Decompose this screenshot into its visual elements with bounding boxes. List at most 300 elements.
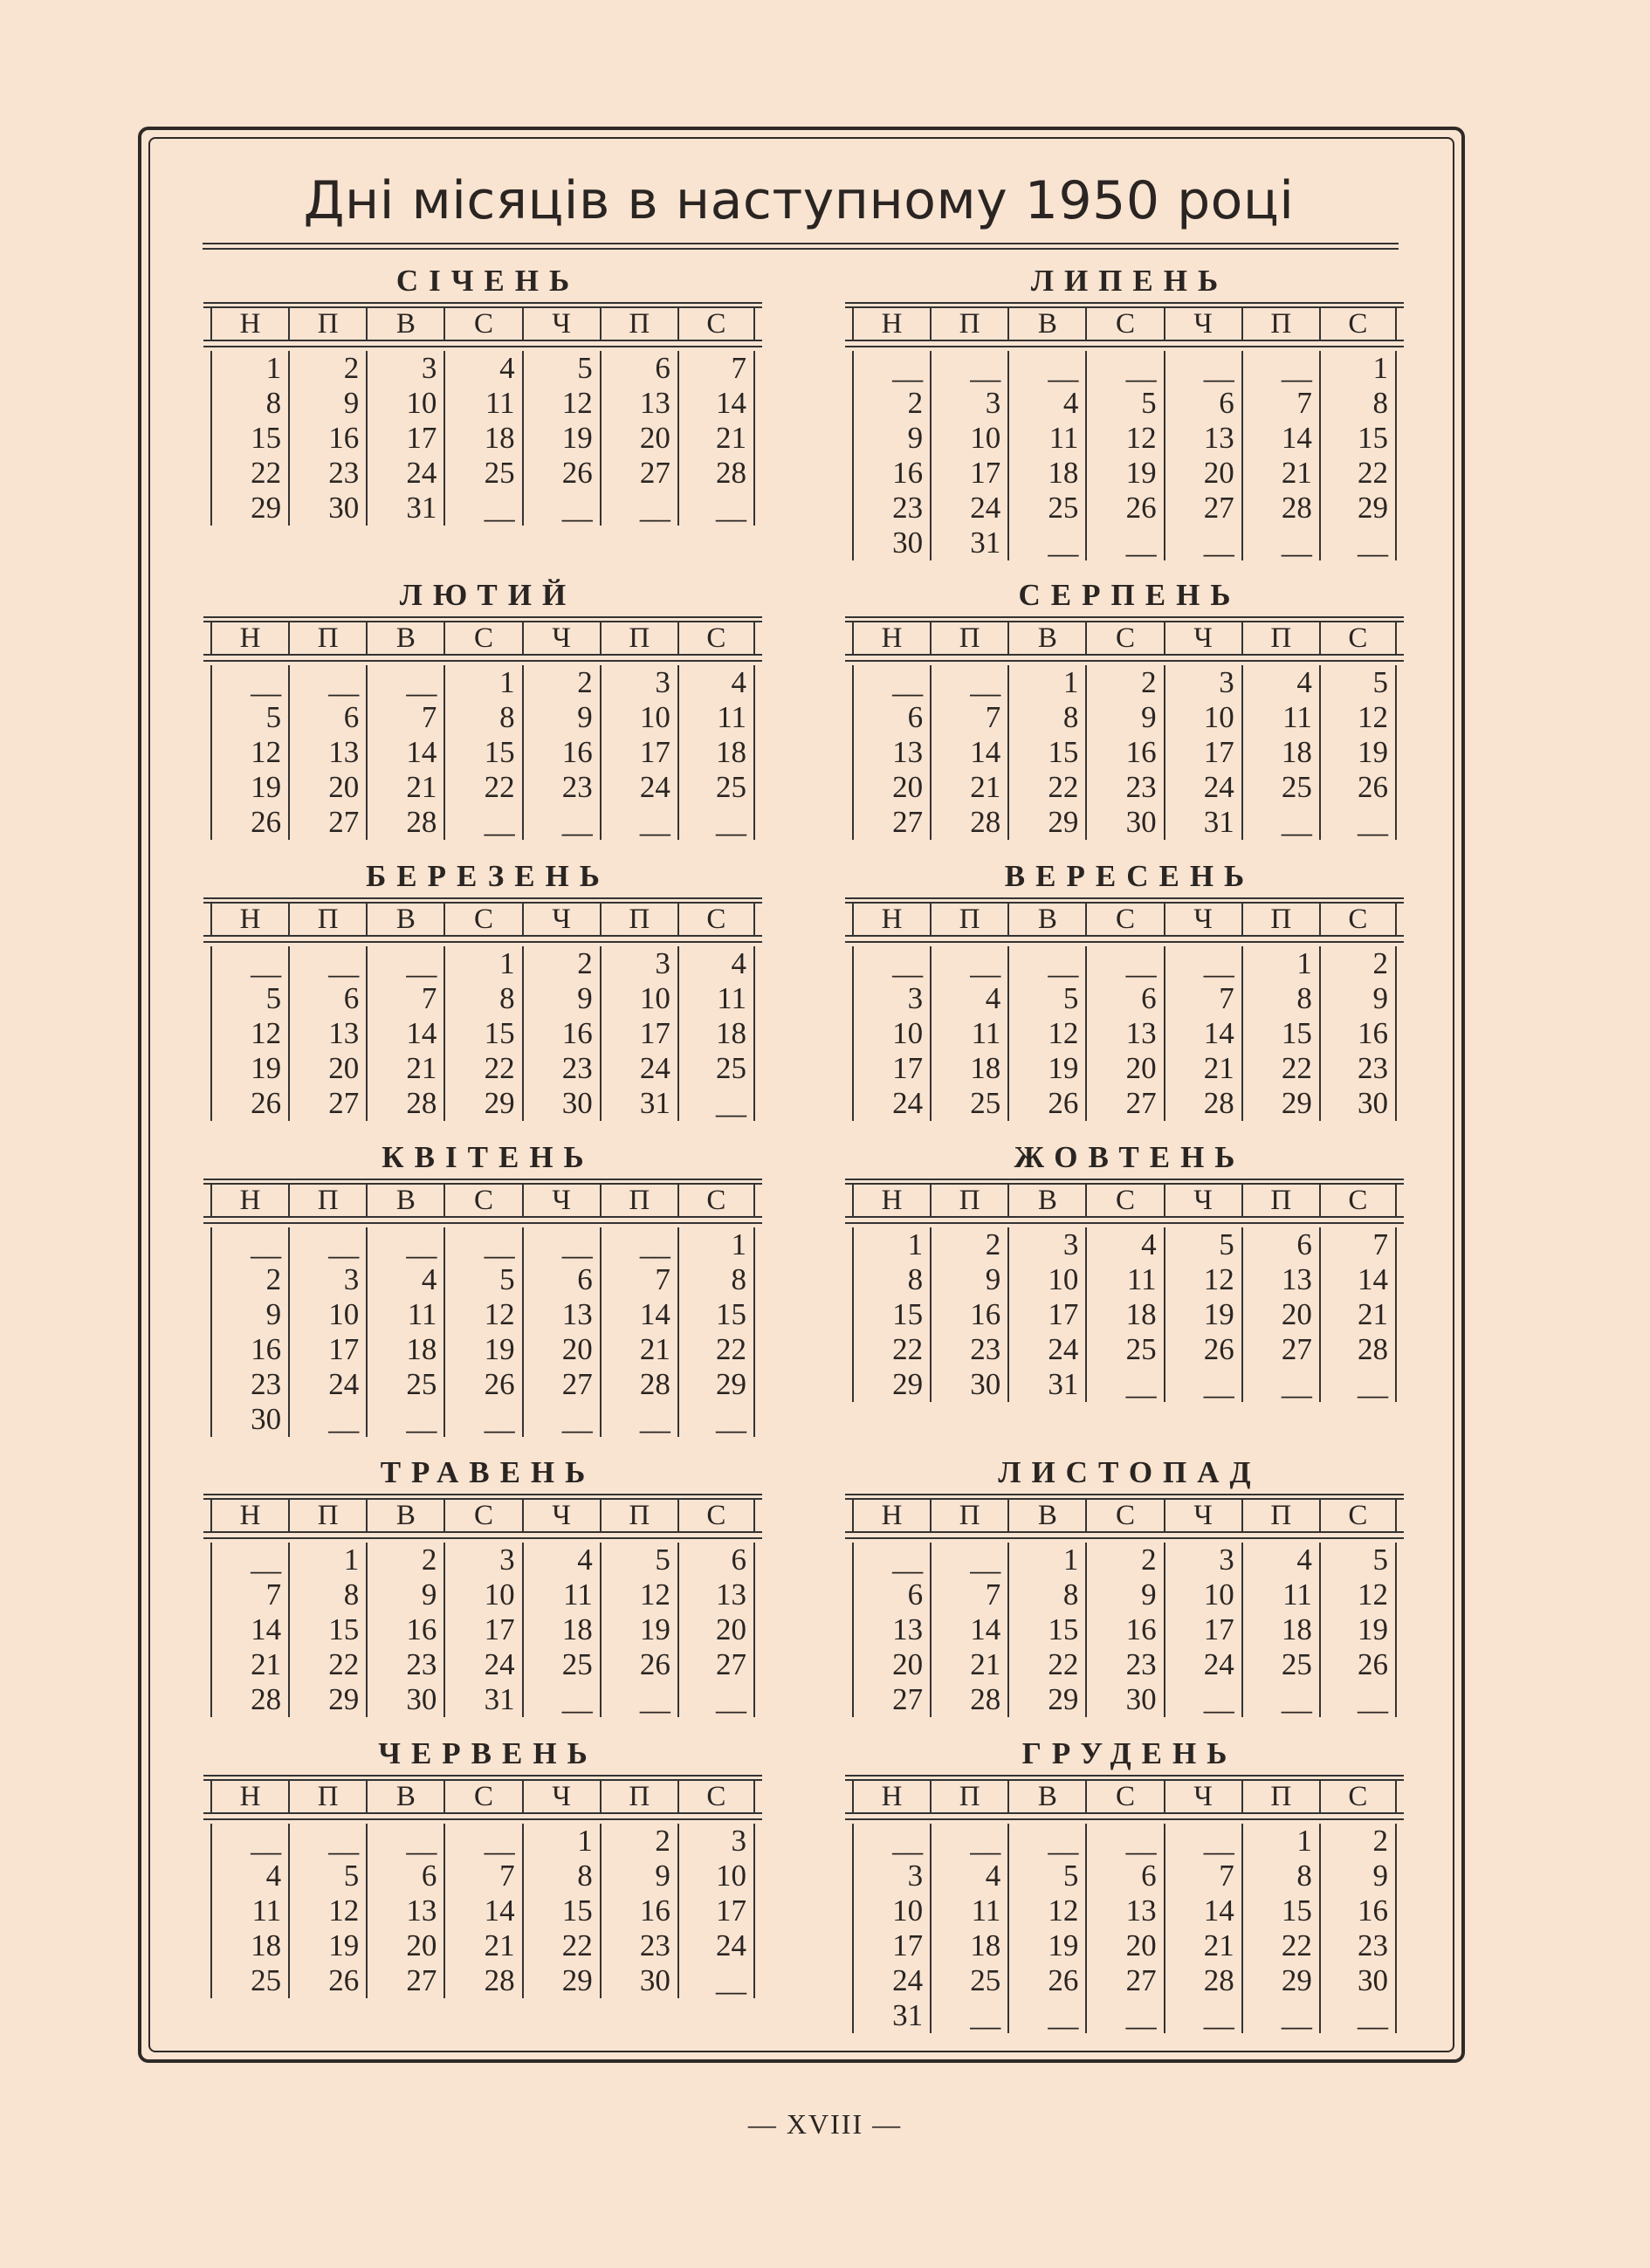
- day-cell: 11: [677, 700, 755, 735]
- day-cell: 26: [210, 805, 288, 840]
- day-cell: 5: [522, 351, 600, 386]
- day-cell: 26: [1085, 491, 1163, 526]
- day-cell: 20: [1241, 1297, 1319, 1332]
- weekday-label: П: [930, 1185, 1007, 1216]
- day-cell: 14: [1241, 421, 1319, 456]
- day-cell: 15: [677, 1297, 755, 1332]
- month-rule: [203, 302, 762, 308]
- day-cell: 31: [930, 526, 1007, 560]
- month-name: ТРАВЕНЬ: [380, 1455, 596, 1489]
- day-cell: __: [443, 1824, 521, 1859]
- day-cell: __: [1319, 805, 1397, 840]
- day-cell: 28: [1241, 491, 1319, 526]
- day-cell: 1: [677, 1227, 755, 1262]
- day-cell: 5: [1164, 1227, 1241, 1262]
- weekday-label: В: [1007, 1500, 1085, 1531]
- day-cell: 22: [443, 770, 521, 805]
- day-cell: 30: [930, 1367, 1007, 1402]
- day-cell: 30: [210, 1402, 288, 1437]
- day-cell: 17: [443, 1612, 521, 1647]
- day-cell: 1: [1241, 946, 1319, 981]
- day-cell: 18: [1241, 735, 1319, 770]
- day-cell: 13: [852, 1612, 930, 1647]
- day-cell: 4: [1241, 1543, 1319, 1577]
- day-cell: 10: [677, 1859, 755, 1893]
- day-cell: 17: [1007, 1297, 1085, 1332]
- day-cell: __: [1241, 351, 1319, 386]
- day-cell: 22: [210, 456, 288, 491]
- day-cell: 28: [677, 456, 755, 491]
- day-cell: __: [1007, 351, 1085, 386]
- day-cell: __: [677, 805, 755, 840]
- weekday-label: В: [366, 1781, 443, 1812]
- day-cell: 25: [930, 1086, 1007, 1121]
- day-cell: 17: [677, 1893, 755, 1928]
- day-grid: [845, 351, 1404, 560]
- day-cell: 15: [1007, 1612, 1085, 1647]
- weekday-label: Ч: [522, 1500, 600, 1531]
- day-cell: 14: [930, 735, 1007, 770]
- day-cell: 30: [600, 1963, 677, 1998]
- weekday-label: П: [600, 622, 677, 654]
- day-cell: __: [600, 491, 677, 526]
- weekday-label: П: [600, 1185, 677, 1216]
- day-cell: 6: [522, 1262, 600, 1297]
- month-rule: [203, 1494, 762, 1500]
- day-grid: [203, 665, 762, 840]
- month-name: СІЧЕНЬ: [395, 264, 581, 298]
- weekday-label: Н: [210, 1185, 288, 1216]
- day-cell: 26: [1007, 1086, 1085, 1121]
- day-cell: 4: [1085, 1227, 1163, 1262]
- day-cell: 5: [210, 700, 288, 735]
- day-cell: 21: [1319, 1297, 1397, 1332]
- month-name: ЛИСТОПАД: [998, 1455, 1262, 1489]
- day-cell: 19: [1007, 1051, 1085, 1086]
- day-cell: 27: [1085, 1086, 1163, 1121]
- day-cell: 25: [210, 1963, 288, 1998]
- day-cell: 3: [288, 1262, 366, 1297]
- day-cell: 7: [1241, 386, 1319, 421]
- day-cell: 12: [1007, 1893, 1085, 1928]
- day-cell: __: [1164, 946, 1241, 981]
- day-cell: 15: [852, 1297, 930, 1332]
- month-name: ЧЕРВЕНЬ: [378, 1736, 598, 1770]
- day-cell: 22: [522, 1928, 600, 1963]
- day-cell: 29: [1241, 1086, 1319, 1121]
- day-cell: 21: [366, 1051, 443, 1086]
- day-grid: [845, 1543, 1404, 1717]
- day-cell: __: [366, 946, 443, 981]
- day-cell: 3: [677, 1824, 755, 1859]
- day-cell: __: [366, 1227, 443, 1262]
- month-name: ЛИПЕНЬ: [1030, 264, 1229, 298]
- day-cell: 1: [1007, 665, 1085, 700]
- weekday-label: С: [677, 1185, 755, 1216]
- day-cell: 2: [210, 1262, 288, 1297]
- weekday-header: [845, 904, 1404, 935]
- day-cell: 15: [1319, 421, 1397, 456]
- day-cell: __: [288, 1402, 366, 1437]
- day-cell: 4: [210, 1859, 288, 1893]
- day-cell: 17: [930, 456, 1007, 491]
- day-cell: __: [522, 1402, 600, 1437]
- day-cell: 16: [366, 1612, 443, 1647]
- day-cell: 22: [852, 1332, 930, 1367]
- day-cell: 25: [930, 1963, 1007, 1998]
- weekday-label: В: [1007, 1185, 1085, 1216]
- day-cell: __: [1241, 1367, 1319, 1402]
- weekday-label: Ч: [522, 1781, 600, 1812]
- header-rule: [203, 340, 762, 347]
- weekday-label: П: [288, 622, 366, 654]
- month-name: ЖОВТЕНЬ: [1014, 1140, 1246, 1174]
- weekday-label: С: [1085, 1185, 1163, 1216]
- weekday-label: Ч: [522, 308, 600, 340]
- day-cell: 20: [600, 421, 677, 456]
- month-block: [203, 1455, 762, 1717]
- day-cell: 13: [677, 1577, 755, 1612]
- weekday-header: [203, 1185, 762, 1216]
- day-cell: 26: [1164, 1332, 1241, 1367]
- day-cell: 18: [522, 1612, 600, 1647]
- weekday-label: Ч: [1164, 1185, 1241, 1216]
- day-cell: 6: [1164, 386, 1241, 421]
- weekday-label: В: [366, 308, 443, 340]
- day-cell: 1: [443, 665, 521, 700]
- day-cell: 11: [930, 1893, 1007, 1928]
- day-cell: 10: [1164, 700, 1241, 735]
- weekday-label: С: [1319, 622, 1397, 654]
- day-cell: 18: [930, 1928, 1007, 1963]
- day-cell: 27: [852, 805, 930, 840]
- day-cell: 6: [677, 1543, 755, 1577]
- day-cell: __: [1164, 1824, 1241, 1859]
- month-block: [845, 264, 1404, 560]
- month-block: [203, 859, 762, 1121]
- weekday-label: П: [600, 308, 677, 340]
- day-cell: __: [677, 1086, 755, 1121]
- weekday-label: Н: [210, 308, 288, 340]
- day-cell: __: [852, 946, 930, 981]
- weekday-label: С: [1085, 622, 1163, 654]
- day-cell: 3: [600, 665, 677, 700]
- day-cell: 12: [522, 386, 600, 421]
- header-rule: [845, 340, 1404, 347]
- day-cell: 7: [1164, 1859, 1241, 1893]
- day-cell: 16: [522, 735, 600, 770]
- day-cell: 10: [600, 700, 677, 735]
- weekday-label: П: [930, 622, 1007, 654]
- day-cell: __: [600, 1227, 677, 1262]
- month-rule: [203, 1775, 762, 1781]
- day-cell: 4: [522, 1543, 600, 1577]
- day-cell: 15: [210, 421, 288, 456]
- day-cell: 6: [288, 700, 366, 735]
- day-cell: 1: [1241, 1824, 1319, 1859]
- day-cell: 26: [600, 1647, 677, 1682]
- weekday-header: [845, 308, 1404, 340]
- day-cell: 13: [1085, 1893, 1163, 1928]
- day-cell: __: [930, 351, 1007, 386]
- day-cell: 25: [1085, 1332, 1163, 1367]
- day-cell: 30: [366, 1682, 443, 1717]
- day-cell: 20: [1085, 1928, 1163, 1963]
- weekday-label: П: [1241, 308, 1319, 340]
- day-cell: __: [210, 665, 288, 700]
- day-cell: 25: [366, 1367, 443, 1402]
- day-cell: 20: [677, 1612, 755, 1647]
- day-cell: 2: [930, 1227, 1007, 1262]
- day-cell: __: [1085, 946, 1163, 981]
- day-cell: 10: [1164, 1577, 1241, 1612]
- month-rule: [203, 897, 762, 904]
- day-cell: 5: [600, 1543, 677, 1577]
- day-cell: 12: [1319, 700, 1397, 735]
- day-cell: 10: [443, 1577, 521, 1612]
- day-cell: 18: [930, 1051, 1007, 1086]
- header-rule: [203, 1216, 762, 1224]
- day-cell: 30: [1085, 1682, 1163, 1717]
- day-cell: 20: [288, 1051, 366, 1086]
- weekday-label: Н: [210, 1781, 288, 1812]
- day-grid: [203, 351, 762, 526]
- day-cell: 3: [443, 1543, 521, 1577]
- day-cell: 8: [1007, 700, 1085, 735]
- day-cell: 13: [852, 735, 930, 770]
- weekday-header: [203, 1781, 762, 1812]
- day-cell: __: [1085, 1998, 1163, 2033]
- weekday-label: Н: [852, 1185, 930, 1216]
- day-cell: 20: [366, 1928, 443, 1963]
- day-cell: 13: [1241, 1262, 1319, 1297]
- day-cell: 11: [366, 1297, 443, 1332]
- day-cell: 5: [1007, 1859, 1085, 1893]
- day-cell: 24: [677, 1928, 755, 1963]
- month-block: [203, 578, 762, 840]
- day-cell: __: [600, 1682, 677, 1717]
- day-cell: __: [288, 1824, 366, 1859]
- day-cell: 29: [1241, 1963, 1319, 1998]
- day-cell: 5: [1319, 1543, 1397, 1577]
- day-cell: 25: [443, 456, 521, 491]
- month-rule: [203, 1179, 762, 1185]
- day-cell: 12: [210, 735, 288, 770]
- day-cell: 27: [366, 1963, 443, 1998]
- day-cell: 11: [443, 386, 521, 421]
- day-cell: 8: [443, 700, 521, 735]
- day-cell: 13: [288, 735, 366, 770]
- day-cell: 13: [522, 1297, 600, 1332]
- day-cell: __: [1085, 526, 1163, 560]
- day-cell: 24: [930, 491, 1007, 526]
- weekday-label: Н: [852, 904, 930, 935]
- day-cell: 2: [288, 351, 366, 386]
- day-cell: 24: [443, 1647, 521, 1682]
- day-cell: 8: [1241, 981, 1319, 1016]
- day-cell: __: [1007, 1824, 1085, 1859]
- day-cell: 7: [930, 1577, 1007, 1612]
- day-cell: __: [288, 1227, 366, 1262]
- day-cell: 29: [443, 1086, 521, 1121]
- day-cell: 22: [443, 1051, 521, 1086]
- day-cell: 30: [852, 526, 930, 560]
- day-cell: 26: [1319, 1647, 1397, 1682]
- day-cell: 31: [443, 1682, 521, 1717]
- day-cell: 22: [1319, 456, 1397, 491]
- day-cell: 27: [522, 1367, 600, 1402]
- day-cell: 4: [1241, 665, 1319, 700]
- day-cell: __: [1007, 1998, 1085, 2033]
- weekday-label: П: [600, 1781, 677, 1812]
- weekday-label: В: [1007, 1781, 1085, 1812]
- weekday-label: С: [443, 308, 521, 340]
- month-rule: [845, 1494, 1404, 1500]
- day-cell: 23: [1319, 1928, 1397, 1963]
- day-cell: 9: [1085, 1577, 1163, 1612]
- weekday-header: [203, 1500, 762, 1531]
- month-name: КВІТЕНЬ: [382, 1140, 595, 1174]
- day-cell: 19: [1007, 1928, 1085, 1963]
- day-cell: 2: [1085, 665, 1163, 700]
- day-cell: 18: [366, 1332, 443, 1367]
- day-cell: __: [600, 805, 677, 840]
- day-cell: 5: [1319, 665, 1397, 700]
- weekday-label: В: [366, 904, 443, 935]
- day-cell: 26: [522, 456, 600, 491]
- day-cell: 12: [1319, 1577, 1397, 1612]
- day-cell: 26: [1007, 1963, 1085, 1998]
- day-cell: 2: [1085, 1543, 1163, 1577]
- day-cell: 28: [1164, 1086, 1241, 1121]
- weekday-label: С: [677, 1781, 755, 1812]
- header-rule: [203, 1531, 762, 1539]
- day-cell: 19: [1319, 735, 1397, 770]
- day-cell: 3: [366, 351, 443, 386]
- day-cell: __: [930, 1543, 1007, 1577]
- weekday-label: Ч: [522, 904, 600, 935]
- day-cell: 27: [1241, 1332, 1319, 1367]
- weekday-label: Н: [852, 622, 930, 654]
- day-cell: 27: [852, 1682, 930, 1717]
- day-cell: 19: [1319, 1612, 1397, 1647]
- weekday-label: С: [1319, 904, 1397, 935]
- day-cell: __: [600, 1402, 677, 1437]
- month-block: [845, 578, 1404, 840]
- day-cell: __: [1319, 1682, 1397, 1717]
- day-cell: 25: [677, 770, 755, 805]
- day-cell: 6: [288, 981, 366, 1016]
- weekday-label: П: [288, 308, 366, 340]
- day-cell: __: [522, 1227, 600, 1262]
- day-cell: __: [443, 805, 521, 840]
- day-cell: 24: [1164, 770, 1241, 805]
- day-cell: 19: [288, 1928, 366, 1963]
- day-cell: 28: [1319, 1332, 1397, 1367]
- weekday-label: С: [1319, 1781, 1397, 1812]
- header-rule: [845, 1531, 1404, 1539]
- day-cell: 14: [1164, 1893, 1241, 1928]
- day-cell: 26: [210, 1086, 288, 1121]
- day-cell: 16: [1085, 1612, 1163, 1647]
- day-grid: [203, 1543, 762, 1717]
- day-cell: 7: [443, 1859, 521, 1893]
- weekday-label: П: [600, 904, 677, 935]
- day-cell: 27: [600, 456, 677, 491]
- weekday-label: П: [1241, 1185, 1319, 1216]
- weekday-label: П: [1241, 1781, 1319, 1812]
- day-cell: 9: [366, 1577, 443, 1612]
- day-grid: [203, 1824, 762, 1998]
- day-cell: 16: [522, 1016, 600, 1051]
- header-rule: [845, 935, 1404, 943]
- day-cell: 14: [600, 1297, 677, 1332]
- day-grid: [845, 946, 1404, 1121]
- day-cell: __: [366, 1402, 443, 1437]
- day-cell: 12: [210, 1016, 288, 1051]
- month-name: БЕРЕЗЕНЬ: [366, 859, 610, 893]
- day-cell: 22: [1007, 770, 1085, 805]
- day-cell: __: [1164, 1367, 1241, 1402]
- day-cell: 9: [852, 421, 930, 456]
- day-grid: [203, 1227, 762, 1437]
- day-cell: 4: [930, 1859, 1007, 1893]
- weekday-header: [845, 1781, 1404, 1812]
- day-cell: 8: [443, 981, 521, 1016]
- weekday-label: П: [930, 904, 1007, 935]
- day-cell: 27: [288, 805, 366, 840]
- day-cell: 31: [1164, 805, 1241, 840]
- header-rule: [203, 1812, 762, 1820]
- day-cell: 12: [600, 1577, 677, 1612]
- day-cell: 7: [930, 700, 1007, 735]
- day-cell: 5: [1007, 981, 1085, 1016]
- day-cell: 14: [366, 1016, 443, 1051]
- day-cell: 9: [522, 700, 600, 735]
- day-cell: 9: [1085, 700, 1163, 735]
- day-grid: [845, 1824, 1404, 2033]
- day-cell: 16: [210, 1332, 288, 1367]
- day-cell: 14: [443, 1893, 521, 1928]
- day-cell: __: [1164, 351, 1241, 386]
- weekday-label: В: [1007, 904, 1085, 935]
- weekday-label: П: [930, 308, 1007, 340]
- day-cell: __: [852, 351, 930, 386]
- weekday-label: С: [1085, 308, 1163, 340]
- day-cell: 10: [930, 421, 1007, 456]
- day-cell: 9: [930, 1262, 1007, 1297]
- day-cell: 14: [1319, 1262, 1397, 1297]
- day-cell: 15: [1007, 735, 1085, 770]
- header-rule: [845, 1812, 1404, 1820]
- day-cell: 16: [930, 1297, 1007, 1332]
- day-cell: 1: [1319, 351, 1397, 386]
- day-cell: 1: [443, 946, 521, 981]
- day-cell: 20: [852, 1647, 930, 1682]
- day-cell: 4: [1007, 386, 1085, 421]
- day-cell: 5: [288, 1859, 366, 1893]
- day-cell: 28: [930, 805, 1007, 840]
- day-cell: 29: [210, 491, 288, 526]
- day-cell: 3: [930, 386, 1007, 421]
- weekday-label: С: [677, 622, 755, 654]
- month-rule: [845, 616, 1404, 622]
- month-rule: [845, 1775, 1404, 1781]
- day-cell: 15: [443, 1016, 521, 1051]
- day-cell: 29: [1007, 1682, 1085, 1717]
- day-cell: 20: [852, 770, 930, 805]
- day-cell: 31: [366, 491, 443, 526]
